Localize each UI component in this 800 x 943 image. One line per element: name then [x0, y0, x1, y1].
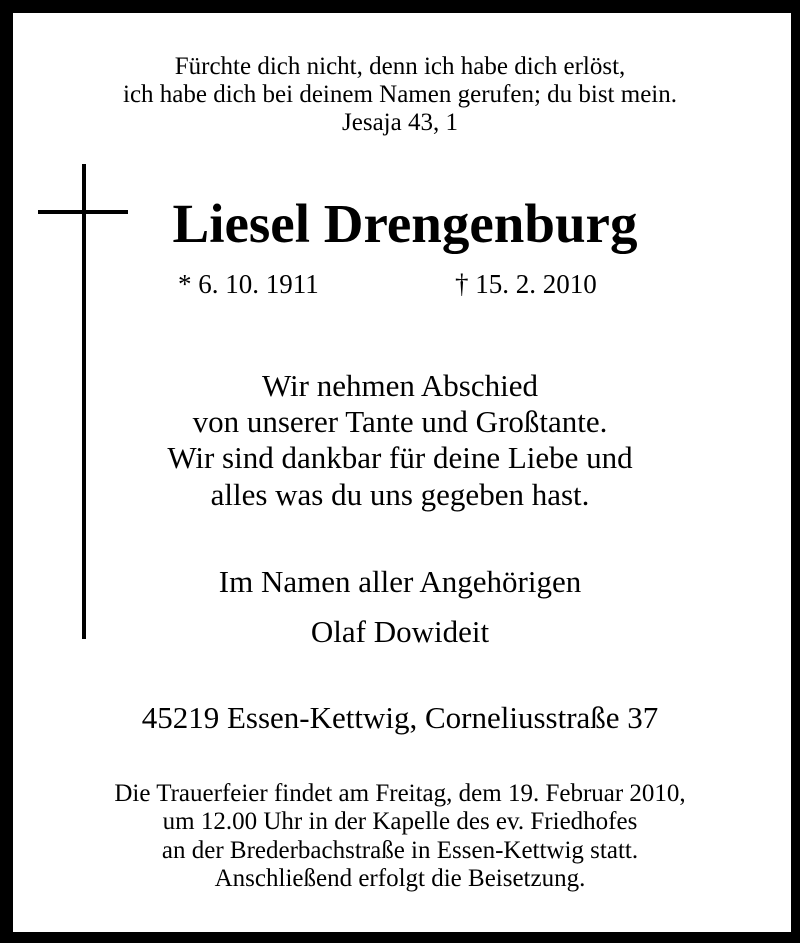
service-line-1: Die Trauerfeier findet am Freitag, dem 19. Februar 2010, — [114, 780, 686, 807]
birth-date: * 6. 10. 1911 — [178, 269, 319, 299]
address: 45219 Essen-Kettwig, Corneliusstraße 37 — [141, 700, 659, 735]
message-line-3: Wir sind dankbar für deine Liebe und — [167, 440, 633, 475]
deceased-name: Liesel Drengenburg — [172, 193, 638, 254]
message-line-1: Wir nehmen Abschied — [262, 368, 538, 403]
signature-line: Im Namen aller Angehörigen — [218, 564, 582, 599]
death-date: † 15. 2. 2010 — [455, 269, 597, 299]
verse-line-2: ich habe dich bei deinem Namen gerufen; du bist mein. — [123, 81, 677, 108]
service-line-2: um 12.00 Uhr in der Kapelle des ev. Friedhofes — [162, 808, 638, 835]
message-line-4: alles was du uns gegeben hast. — [210, 477, 590, 512]
verse-line-1: Fürchte dich nicht, denn ich habe dich erlöst, — [174, 53, 626, 80]
service-line-3: an der Brederbachstraße in Essen-Kettwig statt. — [161, 837, 639, 864]
service-line-4: Anschließend erfolgt die Beisetzung. — [214, 865, 586, 892]
message-line-2: von unserer Tante und Großtante. — [192, 404, 608, 439]
signature-name: Olaf Dowideit — [310, 614, 490, 649]
verse-reference: Jesaja 43, 1 — [342, 109, 458, 136]
